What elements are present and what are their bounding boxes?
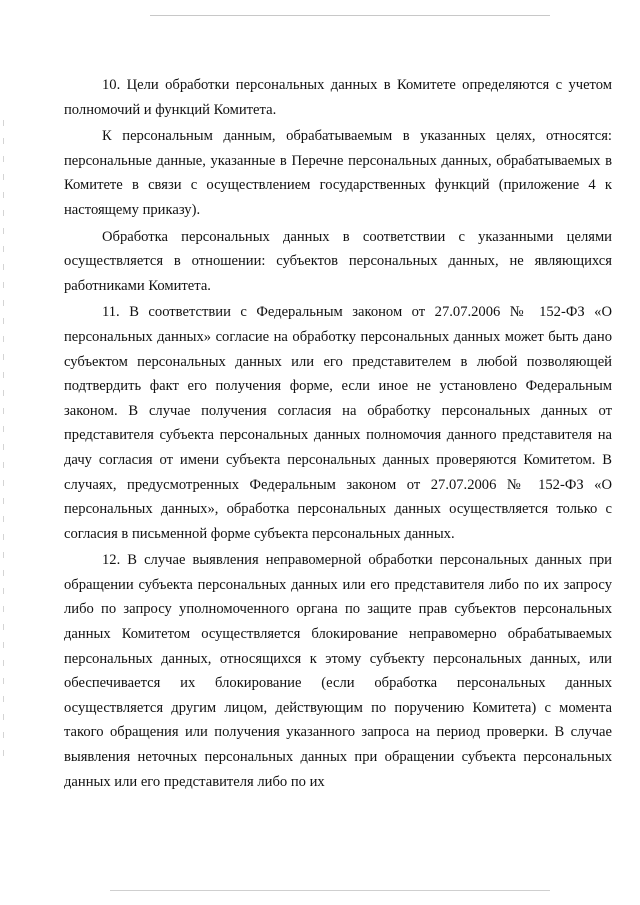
document-body [64,73,612,794]
scan-artifact-top [150,15,550,16]
scan-artifact-left-edge [3,120,4,760]
paragraph-11-consent: 11. В соответствии с Федеральным законом от 27.07.2006 № 152-ФЗ «О персональных данных» согласие на обработку персональных данных может быть дано субъектом персональных данных или его представителем в любой позволяющей подтвердить факт его получения форме, если иное не установлено Федеральным законом. В случае получения согласия на обработку персональных данных от представителя субъекта персональных данных полномочия данного представителя на дачу согласия от имени субъекта персональных данных проверяются Комитетом. В случаях, предусмотренных Федеральным законом от 27.07.2006 № 152-ФЗ «О персональных данных», обработка персональных данных осуществляется только с согласия в письменной форме субъекта персональных данных. [64,304,612,542]
paragraph-processing-subjects: Обработка персональных данных в соответствии с указанными целями осуществляется в отношении: субъектов персональных данных, не являющихся работниками Комитета. [64,228,612,294]
paragraph-12-blocking: 12. В случае выявления неправомерной обработки персональных данных при обращении субъекта персональных данных или его представителя либо по их запросу либо по запросу уполномоченного органа по защите прав субъектов персональных данных Комитетом осуществляется блокирование неправомерно обрабатываемых персональных данных, относящихся к этому субъекту персональных данных, или обеспечивается их блокирование (если обработка персональных данных осуществляется другим лицом, действующим по поручению Комитета) с момента такого обращения или получения указанного запроса на период проверки. В случае выявления неточных персональных данных при обращении субъекта персональных данных или его представителя либо по их [64,552,612,790]
paragraph-personal-data-list: К персональным данным, обрабатываемым в указанных целях, относятся: персональные данные, указанные в Перечне персональных данных, обрабатываемых в Комитете в связи с осуществлением государственных функций (приложение 4 к настоящему приказу). [64,128,612,218]
paragraph-10-goals: 10. Цели обработки персональных данных в Комитете определяются с учетом полномочий и функций Комитета. [64,77,612,118]
scan-artifact-bottom [110,890,550,891]
